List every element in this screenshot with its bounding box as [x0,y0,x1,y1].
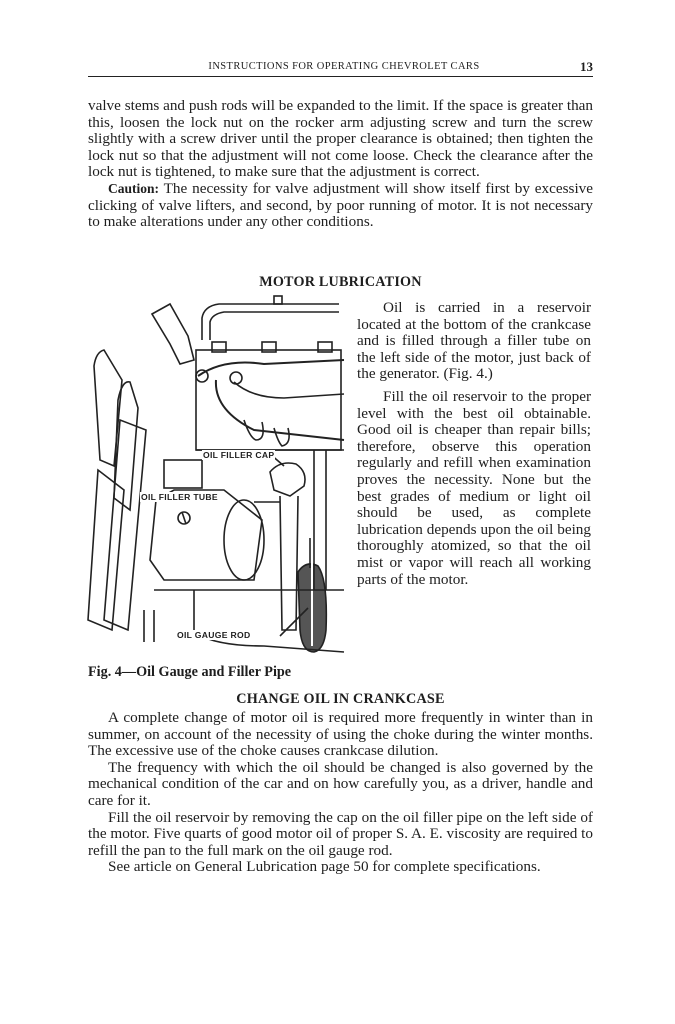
change-oil-paragraph-3: Fill the oil reservoir by removing the cap on the oil filler pipe on the left side of the motor. Five quarts of good motor oil of proper S. A. E. viscosity are required to refill the pan to the full mark on the oil gauge rod. [88,808,593,859]
lubrication-paragraph-1: Oil is carried in a reservoir located at the bottom of the crankcase and is filled through a filler tube on the left side of the motor, just back of the generator. (Fig. 4.) [357,299,591,383]
running-title: INSTRUCTIONS FOR OPERATING CHEVROLET CARS [208,61,480,72]
label-oil-filler-cap: OIL FILLER CAP [203,450,275,460]
intro-section [88,98,593,231]
change-oil-section [88,710,593,876]
label-oil-filler-tube: OIL FILLER TUBE [141,492,218,502]
engine-illustration [84,290,346,662]
lubrication-paragraph-2: Fill the oil reservoir to the proper level with the best oil obtainable. Good oil is cheaper than repair bills; therefore, observe this operation regularly and refill when examination proves the necessity. None but the best grades of medium or light oil should be used, as complete lubrication depends upon the oil being thoroughly atomized, so that the oil mist or vapor will reach all working parts of the motor. [357,387,591,588]
change-oil-paragraph-4: See article on General Lubrication page 50 for complete specifications. [108,858,541,876]
motor-lubrication-text [357,300,591,588]
running-header [88,60,593,77]
intro-paragraph: valve stems and push rods will be expanded to the limit. If the space is greater than this, loosen the lock nut on the rocker arm adjusting screw and turn the screw slightly with a screw driver until the proper clearance is obtained; then tighten the lock nut so that the adjustment will not come loose. Check the clearance after the lock nut is tightened, to make sure that the adjustment is correct. [88,97,593,181]
caution-label: Caution: [108,180,160,196]
change-oil-paragraph-2: The frequency with which the oil should be changed is also governed by the mechanical condition of the car and on how carefully you, as a driver, handle and care for it. [88,758,593,809]
caution-paragraph [88,181,593,231]
engine-figure [84,290,346,662]
heading-motor-lubrication: MOTOR LUBRICATION [259,274,422,290]
heading-change-oil: CHANGE OIL IN CRANKCASE [236,691,445,707]
figure-caption: Fig. 4—Oil Gauge and Filler Pipe [88,664,292,680]
label-oil-gauge-rod: OIL GAUGE ROD [177,630,251,640]
caution-text: The necessity for valve adjustment will show itself first by excessive clicking of valve lifters, and second, by poor running of motor. It is not necessary to make alterations under any other conditions. [88,179,593,231]
page-number: 13 [580,59,593,74]
change-oil-paragraph-1: A complete change of motor oil is required more frequently in winter than in summer, on account of the necessity of using the choke during the winter months. The excessive use of the choke causes crankcase dilution. [88,709,593,760]
